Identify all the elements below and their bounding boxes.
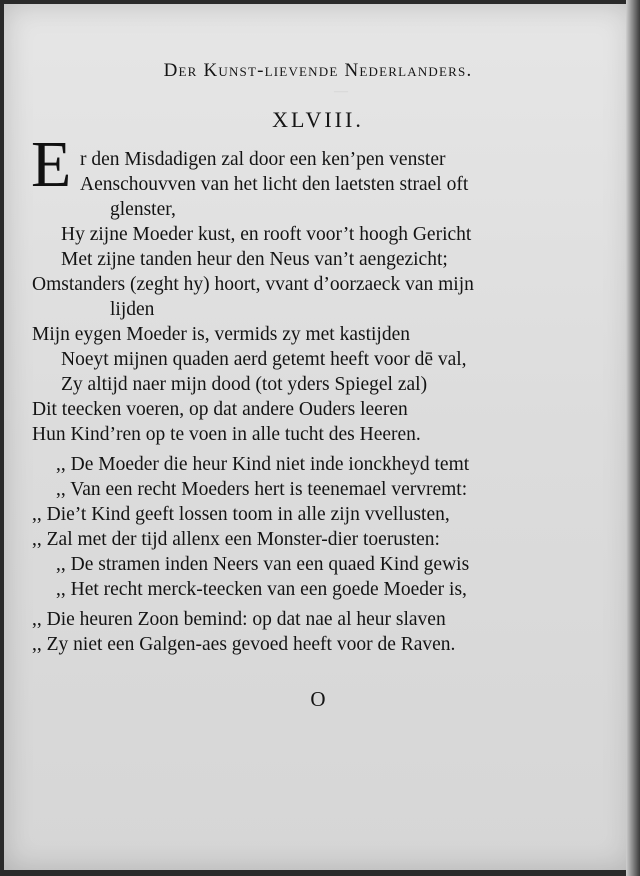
signature-mark: O <box>310 687 326 711</box>
poem-line: Hun Kind’ren op te voen in alle tucht des Heeren. <box>32 424 421 445</box>
poem-line: Zy altijd naer mijn dood (tot yders Spiegel zal) <box>61 374 428 395</box>
poem-line: ,, Zy niet een Galgen-aes gevoed heeft voor de Raven. <box>32 634 456 655</box>
poem-line: ,, De stramen inden Neers van een quaed Kind gewis <box>56 554 470 575</box>
running-head: Der Kunst-lievende Nederlanders. <box>163 60 473 81</box>
poem-line: ,, Die heuren Zoon bemind: op dat nae al heur slaven <box>32 609 446 630</box>
poem-line: Met zijne tanden heur den Neus van’t aengezicht; <box>61 249 448 270</box>
bleed-through-text: — <box>334 84 348 99</box>
poem-line: r den Misdadigen zal door een ken’pen venster <box>80 149 446 170</box>
poem-line: Omstanders (zeght hy) hoort, vvant d’oorzaeck van mijn <box>32 274 474 295</box>
drop-cap: E <box>31 128 72 201</box>
poem-line: ,, Die’t Kind geeft lossen toom in alle zijn vvellusten, <box>32 504 450 525</box>
poem-line: ,, De Moeder die heur Kind niet inde ionckheyd temt <box>56 454 470 475</box>
poem-line: ,, Het recht merck-teecken van een goede Moeder is, <box>56 579 467 600</box>
poem-line: ,, Zal met der tijd allenx een Monster-dier toerusten: <box>32 529 440 550</box>
poem-line: ,, Van een recht Moeders hert is teenemael vervremt: <box>56 479 468 500</box>
poem-line: Dit teecken voeren, op dat andere Ouders leeren <box>32 399 408 420</box>
poem-line: glenster, <box>110 199 176 220</box>
poem-line: lijden <box>110 299 155 320</box>
poem-line: Noeyt mijnen quaden aerd getemt heeft voor dē val, <box>61 349 467 370</box>
poem-line: Aenschouvven van het licht den laetsten strael oft <box>80 174 469 195</box>
book-page <box>4 4 632 870</box>
page-edge-shadow <box>626 0 640 876</box>
poem-line: Hy zijne Moeder kust, en rooft voor’t hoogh Gericht <box>61 224 472 245</box>
poem-line: Mijn eygen Moeder is, vermids zy met kastijden <box>32 324 411 345</box>
section-title: XLVIII. <box>272 107 364 132</box>
